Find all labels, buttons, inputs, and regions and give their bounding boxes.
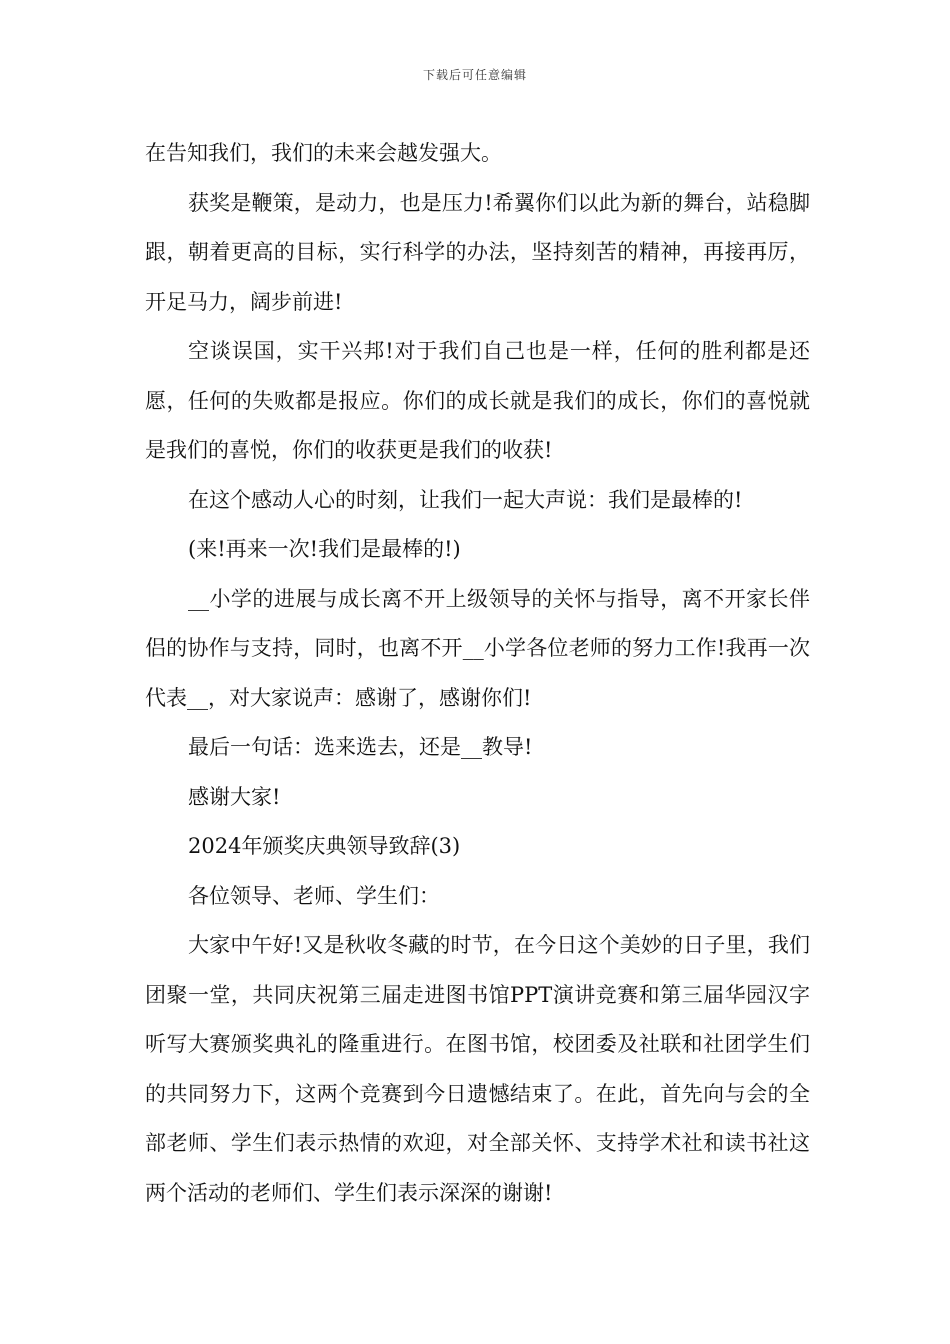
paragraph-7: 最后一句话：选来选去，还是__教导!: [188, 735, 533, 759]
paragraph-6: __小学的进展与成长离不开上级领导的关怀与指导，离不开家长伴侣的协作与支持，同时，也离不开__小学各位老师的努力工作!我再一次代表__，对大家说声：感谢了，感谢你们!: [145, 586, 810, 710]
paragraph-11: 大家中午好!又是秋收冬藏的时节，在今日这个美妙的日子里，我们团聚一堂，共同庆祝第三届走进图书馆PPT演讲竞赛和第三届华园汉字听写大赛颁奖典礼的隆重进行。在图书馆，校团委及社联和社团学生们的共同努力下，这两个竞赛到今日遗憾结束了。在此，首先向与会的全部老师、学生们表示热情的欢迎，对全部关怀、支持学术社和读书社这两个活动的老师们、学生们表示深深的谢谢!: [145, 933, 810, 1205]
paragraph-2: 获奖是鞭策，是动力，也是压力!希翼你们以此为新的舞台，站稳脚跟，朝着更高的目标，实行科学的办法，坚持刻苦的精神，再接再厉，开足马力，阔步前进!: [145, 190, 810, 314]
section-title: 2024年颁奖庆典领导致辞(3): [188, 834, 461, 858]
paragraph-8: 感谢大家!: [188, 784, 281, 809]
paragraph-1: 在告知我们，我们的未来会越发强大。: [145, 141, 502, 165]
document-body: [145, 129, 810, 1218]
salutation: 各位领导、老师、学生们：: [188, 883, 440, 908]
paragraph-3: 空谈误国，实干兴邦!对于我们自己也是一样，任何的胜利都是还愿，任何的失败都是报应。你们的成长就是我们的成长，你们的喜悦就是我们的喜悦，你们的收获更是我们的收获!: [145, 339, 810, 462]
page-header: 下载后可任意编辑: [422, 68, 527, 82]
paragraph-5: (来!再来一次!我们是最棒的!): [188, 537, 461, 561]
paragraph-4: 在这个感动人心的时刻，让我们一起大声说：我们是最棒的!: [188, 487, 743, 512]
